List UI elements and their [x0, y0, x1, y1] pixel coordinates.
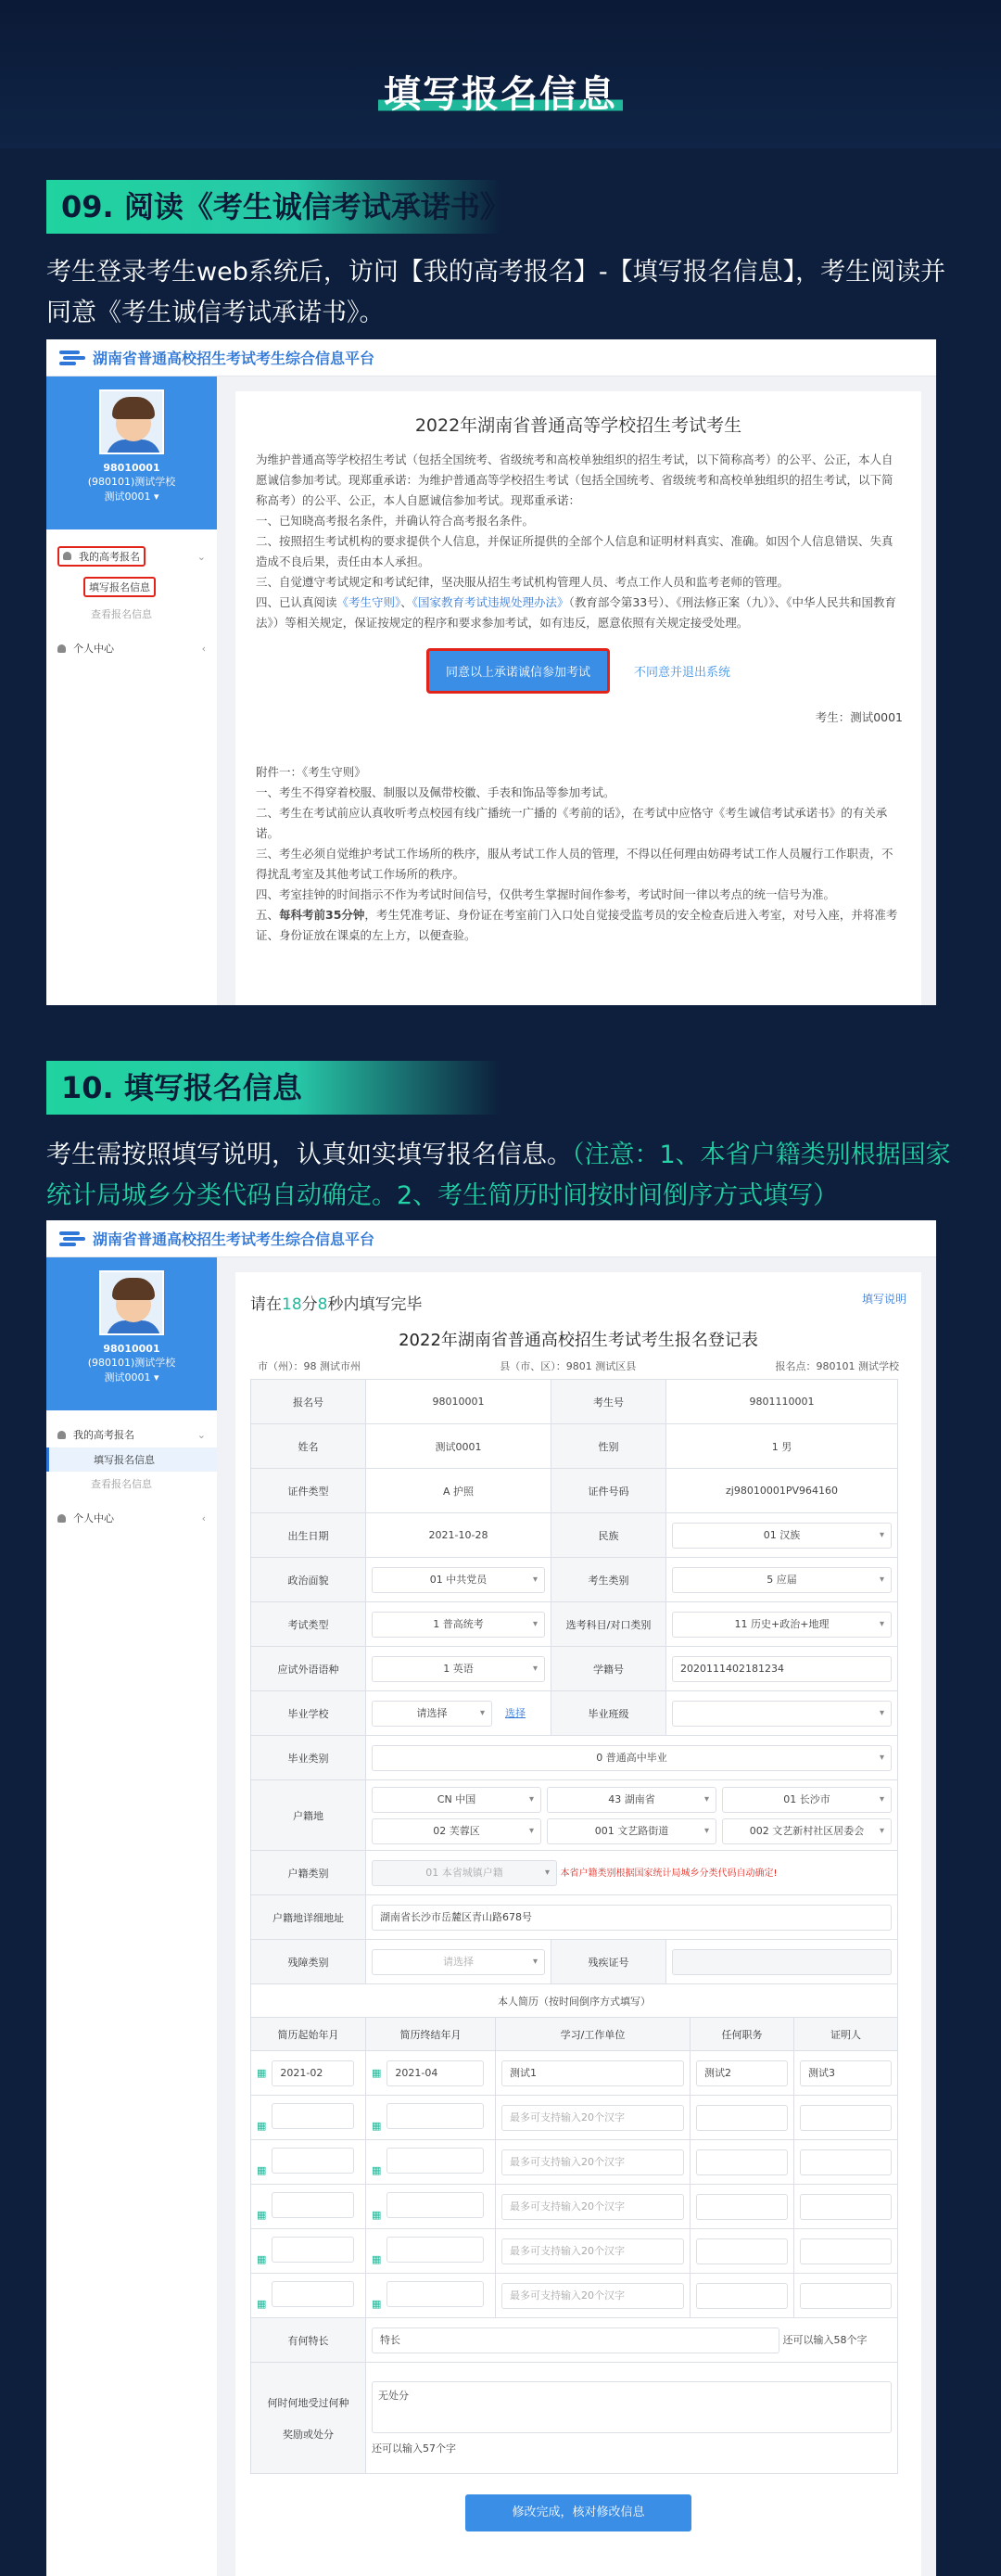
pledge-panel: [235, 391, 921, 1005]
subjects-select[interactable]: 11 历史+政治+地理 ▾: [672, 1612, 892, 1638]
gender-value: 1 男: [666, 1424, 898, 1469]
rule-item: 一、考生不得穿着校服、制服以及佩带校徽、手表和饰品等参加考试。: [256, 785, 615, 799]
pledge-screenshot: [46, 339, 936, 1005]
resume-role-input[interactable]: 测试2: [696, 2060, 788, 2086]
calendar-icon: ▦: [372, 2298, 382, 2310]
sub-fill-info[interactable]: 填写报名信息: [46, 1447, 217, 1472]
label: 考试类型: [251, 1602, 366, 1647]
sidebar: [46, 1257, 217, 2576]
calendar-icon: ▦: [372, 2066, 382, 2079]
resume-witness-input[interactable]: [800, 2105, 892, 2131]
category-select[interactable]: 5 应届 ▾: [672, 1567, 892, 1593]
country-select[interactable]: CN 中国 ▾: [372, 1787, 541, 1813]
platform-name: 湖南省普通高校招生考试考生综合信息平台: [93, 1231, 375, 1248]
sidebar: [46, 376, 217, 1005]
resume-start-input[interactable]: [272, 2237, 354, 2263]
section-10-heading: 10. 填写报名信息: [46, 1061, 500, 1115]
user-icon: [57, 644, 66, 653]
help-link[interactable]: 填写说明: [861, 1293, 906, 1306]
resume-unit-input[interactable]: 最多可支持输入20个汉字: [501, 2149, 684, 2175]
resume-unit-input[interactable]: 最多可支持输入20个汉字: [501, 2238, 684, 2264]
user-icon: [63, 552, 71, 560]
resume-header: 证明人: [794, 2018, 898, 2051]
user-id: 98010001: [103, 1343, 160, 1355]
name-value: 测试0001: [366, 1424, 551, 1469]
profile-card: [46, 1257, 217, 1410]
resume-end-input[interactable]: [386, 2281, 484, 2307]
resume-role-input[interactable]: [696, 2283, 788, 2309]
resume-start-input[interactable]: [272, 2148, 354, 2174]
class-select[interactable]: [672, 1701, 892, 1727]
id-no-value: zj98010001PV964160: [666, 1469, 898, 1513]
chevron-down-icon: ⌄: [196, 550, 206, 563]
calendar-icon: ▦: [372, 2253, 382, 2265]
resume-end-input[interactable]: [386, 2148, 484, 2174]
sub-view-info[interactable]: 查看报名信息: [91, 608, 152, 620]
resume-start-input[interactable]: 2021-02: [272, 2060, 354, 2086]
label: 考生号: [551, 1380, 666, 1424]
submit-button[interactable]: 修改完成，核对修改信息: [465, 2494, 691, 2531]
resume-role-input[interactable]: [696, 2149, 788, 2175]
resume-witness-input[interactable]: [800, 2149, 892, 2175]
avatar: [99, 1270, 164, 1335]
calendar-icon: ▦: [257, 2164, 267, 2176]
pledge-intro: 为维护普通高等学校招生考试（包括全国统考、省级统考和高校单独组织的招生考试，以下简称高考）的公平、公正，本人自愿诚信参加考试。现郑重承诺：为维护普通高等学校招生考试（包括全国统考、省级统考和高校单独组织的招生考试，以下简称高考）的公平、公正，本人自愿诚信参加考试。现郑重承诺：: [256, 453, 893, 507]
nation-select[interactable]: 01 汉族 ▾: [672, 1523, 892, 1549]
school-pick-link[interactable]: 选择: [505, 1706, 526, 1719]
resume-row: [251, 2274, 898, 2318]
reg-no-value: 98010001: [366, 1380, 551, 1424]
address-input[interactable]: 湖南省长沙市岳麓区青山路678号: [372, 1905, 892, 1931]
user-school: (980101)测试学校: [87, 1357, 176, 1369]
calendar-icon: ▦: [372, 2164, 382, 2176]
calendar-icon: ▦: [257, 2298, 267, 2310]
resume-row: [251, 2051, 898, 2096]
platform-logo-icon: [59, 349, 85, 367]
exam-type-select[interactable]: 1 普高统考 ▾: [372, 1612, 545, 1638]
label: 毕业类别: [251, 1736, 366, 1780]
meta-site: 报名点：980101 测试学校: [775, 1360, 899, 1372]
label: 证件类型: [251, 1469, 366, 1513]
user-name[interactable]: 测试0001 ▾: [104, 491, 159, 503]
school-select[interactable]: 请选择 ▾: [372, 1701, 492, 1727]
calendar-icon: ▦: [372, 2120, 382, 2132]
label: 学籍号: [551, 1647, 666, 1691]
label: 户籍地详细地址: [251, 1895, 366, 1940]
resume-witness-input[interactable]: 测试3: [800, 2060, 892, 2086]
sub-view-info[interactable]: 查看报名信息: [91, 1478, 152, 1490]
countdown-hint: 请在18分8秒内填写完毕: [250, 1295, 423, 1314]
section-10-desc: 考生需按照填写说明，认真如实填写报名信息。（注意：1、本省户籍类别根据国家统计局城乡分类代码自动确定。2、考生简历时间按时间倒序方式填写）: [46, 1141, 951, 1210]
label: 何时何地受过何种 奖励或处分: [251, 2363, 366, 2474]
disability-select[interactable]: 请选择 ▾: [372, 1949, 545, 1975]
page-title: 填写报名信息: [0, 65, 1001, 118]
rule-item: 四、考室挂钟的时间指示不作为考试时间信号，仅供考生掌握时间作参考，考试时间一律以考点的统一信号为准。: [256, 887, 836, 901]
label: 性别: [551, 1424, 666, 1469]
resume-witness-input[interactable]: [800, 2238, 892, 2264]
politics-select[interactable]: 01 中共党员 ▾: [372, 1567, 545, 1593]
id-type-value: A 护照: [366, 1469, 551, 1513]
calendar-icon: ▦: [257, 2209, 267, 2221]
resume-unit-input[interactable]: 最多可支持输入20个汉字: [501, 2194, 684, 2220]
user-school: (980101)测试学校: [87, 476, 176, 488]
form-screenshot: [46, 1220, 936, 2576]
rule-item: 二、考生在考试前应认真收听考点校园有线广播统一广播的《考前的话》，在考试中应恪守《考生诚信考试承诺书》的有关承诺。: [256, 806, 888, 840]
section-10-note: （注意：1、本省户籍类别根据国家统计局城乡分类代码自动确定。2、考生简历时间按时间倒序方式填写）: [46, 1141, 951, 1210]
pledge-item: 二、按照招生考试机构的要求提供个人信息，并保证所提供的全部个人信息和证明材料真实、准确。如因个人信息错误、失真造成不良后果，责任由本人承担。: [256, 534, 893, 568]
user-icon: [57, 1431, 66, 1439]
resume-end-input[interactable]: [386, 2192, 484, 2218]
attachment-title: 附件一：《考生守则》: [256, 765, 366, 779]
penalty-link[interactable]: 《国家教育考试违规处理办法》: [412, 595, 569, 609]
label: 出生日期: [251, 1513, 366, 1558]
user-id: 98010001: [103, 462, 160, 474]
resume-end-input[interactable]: [386, 2237, 484, 2263]
calendar-icon: ▦: [372, 2209, 382, 2221]
section-09-desc: 考生登录考生web系统后，访问【我的高考报名】-【填写报名信息】，考生阅读并同意《考生诚信考试承诺书》。: [46, 258, 946, 327]
hukou-warning: 本省户籍类别根据国家统计局城乡分类代码自动确定!: [560, 1868, 778, 1879]
rules-link[interactable]: 《考生守则》: [336, 595, 401, 609]
chevron-left-icon: ‹: [201, 1511, 206, 1524]
resume-header: 简历起始年月: [251, 2018, 366, 2051]
label: 报名号: [251, 1380, 366, 1424]
resume-start-input[interactable]: [272, 2103, 354, 2129]
pledge-item: 三、自觉遵守考试规定和考试纪律，坚决服从招生考试机构管理人员、考点工作人员和监考老师的管理。: [256, 575, 790, 589]
agree-button[interactable]: 同意以上承诺诚信参加考试: [426, 648, 610, 694]
resume-row: [251, 2229, 898, 2274]
resume-unit-input[interactable]: 最多可支持输入20个汉字: [501, 2105, 684, 2131]
resume-start-input[interactable]: [272, 2192, 354, 2218]
resume-witness-input[interactable]: [800, 2283, 892, 2309]
resume-end-input[interactable]: 2021-04: [386, 2060, 484, 2086]
avatar: [99, 389, 164, 454]
resume-role-input[interactable]: [696, 2105, 788, 2131]
meta-city: 市（州）：98 测试市州: [258, 1360, 361, 1372]
resume-unit-input[interactable]: 最多可支持输入20个汉字: [501, 2283, 684, 2309]
resume-role-input[interactable]: [696, 2238, 788, 2264]
resume-header: 简历终结年月: [366, 2018, 496, 2051]
form-panel: [235, 1272, 921, 2576]
community-select[interactable]: 002 文艺新村社区居委会 ▾: [722, 1818, 892, 1844]
platform-name: 湖南省普通高校招生考试考生综合信息平台: [93, 350, 375, 367]
city-select[interactable]: 01 长沙市 ▾: [722, 1787, 892, 1813]
hukou-type-select: 01 本省城镇户籍 ▾: [372, 1860, 557, 1886]
section-09-heading: 09. 阅读《考生诚信考试承诺书》: [46, 180, 500, 234]
resume-row: [251, 2185, 898, 2229]
district-select[interactable]: 02 芙蓉区 ▾: [372, 1818, 541, 1844]
label: 考生类别: [551, 1558, 666, 1602]
menu-personal[interactable]: 个人中心 ‹: [46, 1505, 217, 1531]
menu-personal[interactable]: 个人中心 ‹: [46, 635, 217, 661]
resume-title: 本人简历（按时间倒序方式填写）: [251, 1984, 898, 2018]
platform-topbar: [46, 1220, 936, 1257]
platform-logo-icon: [59, 1230, 85, 1248]
user-name[interactable]: 测试0001 ▾: [104, 1371, 159, 1384]
signer: 考生：测试0001: [815, 710, 903, 724]
pledge-item: 四、已认真阅读《考生守则》、《国家教育考试违规处理办法》（教育部令第33号）、《刑法修正案（九）》、《中华人民共和国教育法》）等相关规定，保证按规定的程序和要求参加考试，如有违反，愿意依照有关规定接受处理。: [256, 595, 896, 630]
province-select[interactable]: 43 湖南省 ▾: [547, 1787, 716, 1813]
specialty-input[interactable]: 特长: [372, 2327, 779, 2353]
label: 应试外语语种: [251, 1647, 366, 1691]
resume-witness-input[interactable]: [800, 2194, 892, 2220]
disability-cert-input: [672, 1949, 892, 1975]
label: 残障类别: [251, 1940, 366, 1984]
rule-item: 五、每科考前35分钟，考生凭准考证、身份证在考室前门入口处自觉接受监考员的安全检查后进入考室，对号入座，并将准考证、身份证放在课桌的左上方，以便查验。: [256, 908, 898, 942]
calendar-icon: ▦: [257, 2066, 267, 2079]
award-count: 还可以输入57个字: [372, 2442, 456, 2455]
language-select[interactable]: 1 英语 ▾: [372, 1656, 545, 1682]
label: 有何特长: [251, 2318, 366, 2363]
label: 毕业学校: [251, 1691, 366, 1736]
menu-my-exam[interactable]: 我的高考报名 ⌄: [46, 1422, 217, 1447]
rule-item: 三、考生必须自觉维护考试工作场所的秩序，服从考试工作人员的管理，不得以任何理由妨碍考试工作人员履行工作职责，不得扰乱考室及其他考试工作场所的秩序。: [256, 847, 893, 881]
label: 户籍地: [251, 1780, 366, 1851]
sub-fill-info[interactable]: 填写报名信息: [46, 572, 217, 602]
label: 姓名: [251, 1424, 366, 1469]
resume-header: 任何职务: [691, 2018, 794, 2051]
disagree-link[interactable]: 不同意并退出系统: [634, 666, 731, 680]
student-no-input[interactable]: 2020111402181234: [672, 1656, 892, 1682]
label: 选考科目/对口类别: [551, 1602, 666, 1647]
profile-card: [46, 376, 217, 529]
resume-header: 学习/工作单位: [496, 2018, 691, 2051]
form-title: 2022年湖南省普通高校招生考试考生报名登记表: [399, 1331, 758, 1350]
user-icon: [57, 1514, 66, 1523]
specialty-count: 还可以输入58个字: [782, 2333, 868, 2346]
label: 毕业班级: [551, 1691, 666, 1736]
street-select[interactable]: 001 文艺路街道 ▾: [547, 1818, 716, 1844]
birth-value: 2021-10-28: [366, 1513, 551, 1558]
menu-my-exam[interactable]: 我的高考报名 ⌄: [46, 541, 217, 572]
pledge-item: 一、已知晓高考报名条件，并确认符合高考报名条件。: [256, 514, 535, 528]
chevron-down-icon: ⌄: [196, 1428, 206, 1441]
registration-table: [250, 1379, 898, 1984]
resume-end-input[interactable]: [386, 2103, 484, 2129]
chevron-left-icon: ‹: [201, 642, 206, 655]
platform-topbar: [46, 339, 936, 376]
resume-table: [250, 1983, 898, 2474]
label: 残疾证号: [551, 1940, 666, 1984]
calendar-icon: ▦: [257, 2120, 267, 2132]
grad-type-select[interactable]: 0 普通高中毕业 ▾: [372, 1745, 892, 1771]
label: 户籍类别: [251, 1851, 366, 1895]
resume-row: [251, 2140, 898, 2185]
label: 政治面貌: [251, 1558, 366, 1602]
resume-role-input[interactable]: [696, 2194, 788, 2220]
label: 民族: [551, 1513, 666, 1558]
label: 证件号码: [551, 1469, 666, 1513]
resume-start-input[interactable]: [272, 2281, 354, 2307]
meta-county: 县（市、区）：9801 测试区县: [500, 1360, 637, 1372]
calendar-icon: ▦: [257, 2253, 267, 2265]
exam-no-value: 9801110001: [666, 1380, 898, 1424]
resume-row: [251, 2096, 898, 2140]
resume-unit-input[interactable]: 测试1: [501, 2060, 684, 2086]
award-textarea[interactable]: [372, 2381, 892, 2433]
pledge-title: 2022年湖南省普通高等学校招生考试考生: [414, 415, 742, 436]
